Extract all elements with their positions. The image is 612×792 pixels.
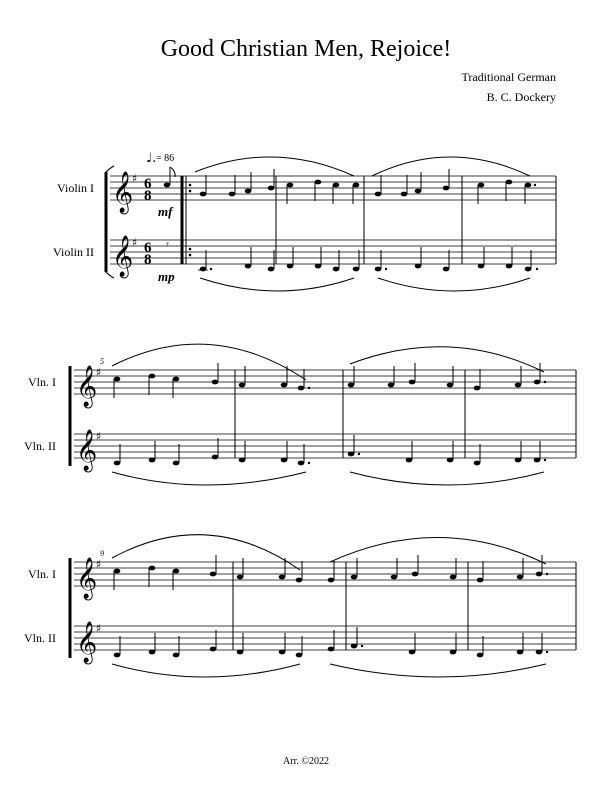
treble-clef-icon: 𝄞 [76, 430, 98, 471]
system-1 [53, 151, 556, 291]
repeat-start-barline [182, 176, 191, 264]
staff-violin-2 [74, 434, 576, 458]
slur [350, 472, 544, 485]
tempo-note-glyph: ♩. [146, 151, 157, 166]
slur [200, 278, 354, 291]
dynamic-violin-2: mp [158, 269, 175, 284]
slur [378, 278, 530, 291]
key-signature-sharp-icon: ♯ [132, 236, 138, 249]
eighth-rest-icon: 𝄾 [166, 238, 169, 251]
violin-1-notes [114, 555, 549, 590]
staff-violin-2 [110, 240, 556, 264]
key-signature-sharp-icon: ♯ [96, 430, 102, 443]
key-signature-sharp-icon: ♯ [96, 558, 102, 571]
slur [112, 664, 300, 677]
slur [372, 157, 530, 176]
copyright-footer: Arr. ©2022 [283, 756, 329, 767]
part-label-violin-2: Violin II [53, 245, 94, 259]
slur [330, 537, 546, 564]
system-3 [24, 535, 576, 677]
violin-2-notes [114, 627, 549, 657]
slur [112, 472, 306, 485]
slur [330, 664, 546, 677]
key-signature-sharp-icon: ♯ [96, 366, 102, 379]
time-signature-bottom: 8 [144, 188, 152, 204]
slur [350, 347, 544, 372]
treble-clef-icon: 𝄞 [112, 236, 134, 277]
part-label-violin-1-short: Vln. I [28, 375, 56, 389]
violin-2-notes [114, 435, 547, 465]
part-label-violin-2-short: Vln. II [24, 439, 56, 453]
piece-title: Good Christian Men, Rejoice! [160, 36, 452, 62]
treble-clef-icon: 𝄞 [76, 366, 98, 407]
violin-2-notes [198, 247, 538, 271]
treble-clef-icon: 𝄞 [112, 172, 134, 213]
measure-number: 9 [100, 549, 104, 558]
staff-violin-2 [74, 626, 576, 650]
part-label-violin-2-short: Vln. II [24, 631, 56, 645]
time-signature-bottom: 8 [144, 252, 152, 268]
key-signature-sharp-icon: ♯ [96, 622, 102, 635]
violin-1-notes [200, 169, 537, 204]
time-signature-top: 6 [144, 176, 152, 192]
treble-clef-icon: 𝄞 [76, 622, 98, 663]
part-label-violin-1: Violin I [57, 181, 94, 195]
part-label-violin-1-short: Vln. I [28, 567, 56, 581]
tempo-marking: = 86 [156, 153, 175, 164]
composer-credit: Traditional German [461, 70, 556, 84]
arranger-credit: B. C. Dockery [486, 90, 556, 104]
violin-1-notes [114, 363, 547, 398]
slur [112, 535, 300, 570]
key-signature-sharp-icon: ♯ [132, 172, 138, 185]
slur [112, 344, 306, 380]
note-flag [170, 167, 175, 177]
treble-clef-icon: 𝄞 [76, 558, 98, 599]
dynamic-violin-1: mf [158, 204, 173, 219]
system-2 [24, 344, 576, 485]
time-signature-top: 6 [144, 240, 152, 256]
note-head [164, 183, 171, 188]
measure-number: 5 [100, 357, 104, 366]
